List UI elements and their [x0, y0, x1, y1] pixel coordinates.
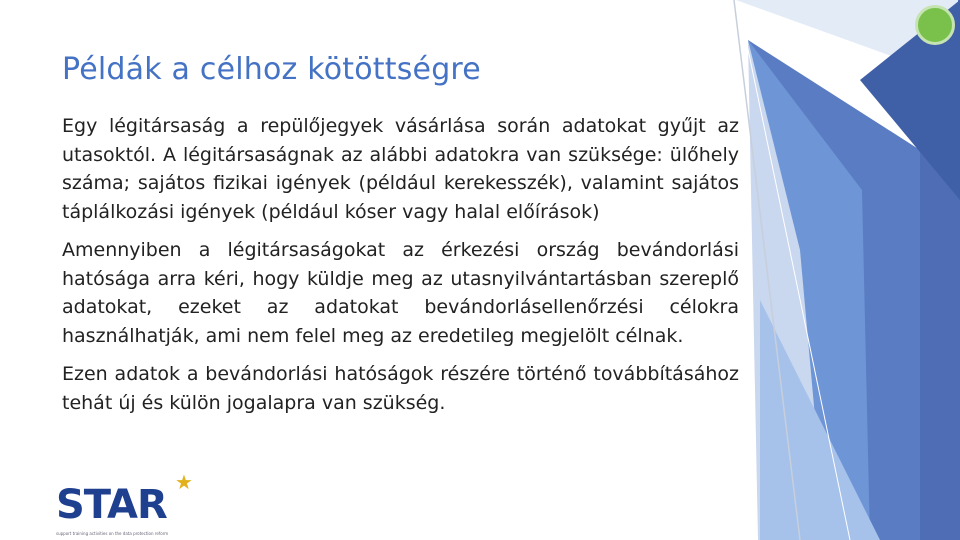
slide-title: Példák a célhoz kötöttségre — [62, 52, 481, 87]
logo-wordmark: STAR — [56, 482, 167, 528]
paragraph-3: Ezen adatok a bevándorlási hatóságok részére történő továbbításához tehát új és külön jogalapra van szükség. — [62, 363, 739, 414]
logo-tagline: support training activities on the data protection reform — [56, 531, 169, 536]
slide-body — [62, 112, 739, 427]
star-icon: ★ — [175, 470, 193, 494]
star-logo — [56, 470, 206, 540]
green-circle-decoration — [915, 5, 955, 45]
paragraph-2: Amennyiben a légitársaságokat az érkezési ország bevándorlási hatósága arra kéri, hogy küldje meg az utasnyilvántartásban szereplő adatokat, ezeket az adatokat bevándorlásellenőrzési célokra használhatják, ami nem felel meg az eredetileg megjelölt célnak. — [62, 239, 739, 347]
paragraph-1: Egy légitársaság a repülőjegyek vásárlása során adatokat gyűjt az utasoktól. A légitársaságnak az alábbi adatokra van szüksége: ülőhely száma; sajátos fizikai igények (például kerekesszék), valamint sajátos táplálkozási igények (például kóser vagy halal előírások) — [62, 115, 739, 223]
